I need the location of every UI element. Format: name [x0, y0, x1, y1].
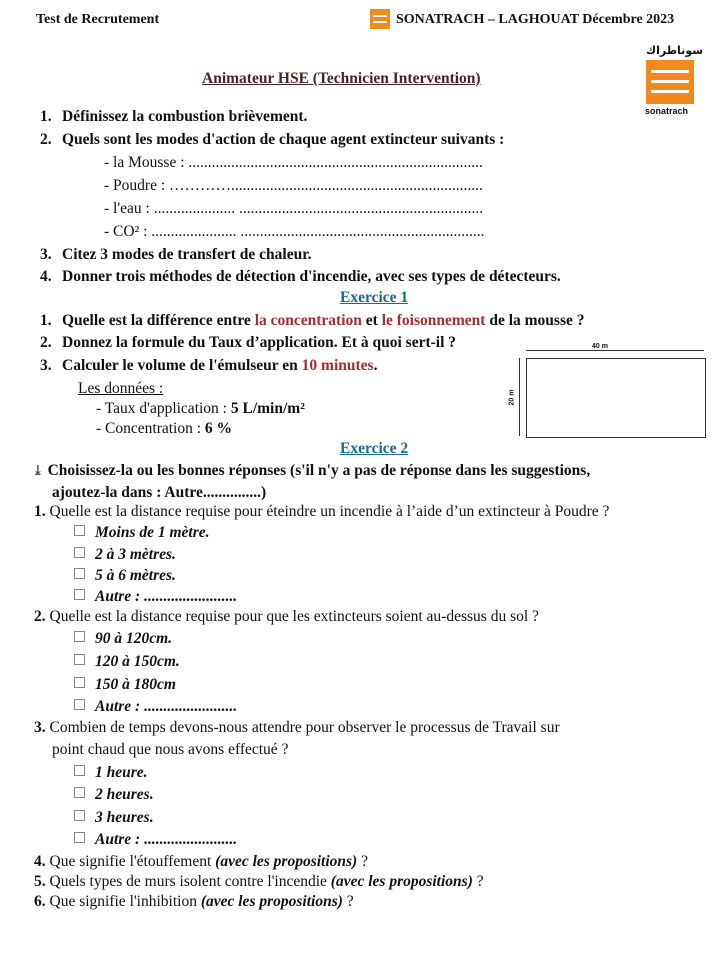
ex2-instruction-line-2: ajoutez-la dans : Autre...............): [52, 484, 267, 501]
ex2-q3-option-3[interactable]: 3 heures.: [74, 809, 154, 827]
ex2-question-3-line-2: point chaud que nous avons effectué ?: [52, 741, 289, 758]
checkbox-icon[interactable]: [74, 547, 85, 558]
ex2-instruction-line-1: ⤓ Choisissez-la ou les bonnes réponses (s'il n'y a pas de réponse dans les suggestions,: [32, 462, 591, 479]
width-dimension-line: [526, 350, 704, 351]
checkbox-icon[interactable]: [74, 568, 85, 579]
checkbox-icon[interactable]: [74, 810, 85, 821]
agent-co2-line: - CO² : ...................... ...............................................................: [104, 223, 485, 240]
width-label: 40 m: [592, 343, 608, 350]
ex1-question-3: 3. Calculer le volume de l'émulseur en 10 minutes.: [40, 357, 378, 374]
question-3: 3. Citez 3 modes de transfert de chaleur.: [40, 246, 312, 263]
checkbox-icon[interactable]: [74, 699, 85, 710]
area-rectangle: [526, 358, 706, 438]
ex2-q1-option-4[interactable]: Autre : ........................: [74, 588, 237, 606]
checkbox-icon[interactable]: [74, 631, 85, 642]
ex2-q3-option-1[interactable]: 1 heure.: [74, 764, 148, 782]
ex2-q1-option-1[interactable]: Moins de 1 mètre.: [74, 524, 210, 542]
checkbox-icon[interactable]: [74, 677, 85, 688]
logo-arabic-text: سوناطراك: [646, 44, 704, 57]
agent-eau-line: - l'eau : ..................... ...............................................................: [104, 200, 484, 217]
ex2-q2-option-3[interactable]: 150 à 180cm: [74, 676, 176, 694]
checkbox-icon[interactable]: [74, 787, 85, 798]
exercice-1-title: Exercice 1: [340, 289, 409, 306]
ex2-q3-option-4[interactable]: Autre : ........................: [74, 831, 237, 849]
ex2-q2-option-4[interactable]: Autre : ........................: [74, 698, 237, 716]
checkbox-icon[interactable]: [74, 765, 85, 776]
sonatrach-small-logo-icon: [370, 9, 390, 29]
height-label: 20 m: [508, 389, 516, 406]
checkbox-icon[interactable]: [74, 654, 85, 665]
checkbox-icon[interactable]: [74, 525, 85, 536]
question-4: 4. Donner trois méthodes de détection d'incendie, avec ses types de détecteurs.: [40, 268, 561, 285]
header-left-text: Test de Recrutement: [36, 12, 160, 27]
height-dimension-line: [519, 358, 520, 436]
ex2-question-6: 6. Que signifie l'inhibition (avec les propositions) ?: [34, 893, 354, 910]
ex2-question-1: 1. Quelle est la distance requise pour éteindre un incendie à l’aide d’un extincteur à Poudre ?: [34, 503, 610, 520]
concentration: - Concentration : 6 %: [96, 420, 233, 437]
ex2-question-3-line-1: 3. Combien de temps devons-nous attendre pour observer le processus de Travail sur: [34, 719, 560, 736]
ex1-question-2: 2. Donnez la formule du Taux d’application. Et à quoi sert-il ?: [40, 334, 457, 351]
question-2: 2. Quels sont les modes d'action de chaque agent extincteur suivants :: [40, 131, 505, 148]
agent-poudre-line: - Poudre : ………….................................................................: [104, 177, 483, 194]
agent-mousse-line: - la Mousse : ............................................................................: [104, 154, 483, 171]
exercice-2-title: Exercice 2: [340, 440, 409, 457]
data-title: Les données :: [78, 380, 164, 397]
ex1-question-1: 1. Quelle est la différence entre la concentration et le foisonnement de la mousse ?: [40, 312, 585, 329]
ex2-q2-option-1[interactable]: 90 à 120cm.: [74, 630, 172, 648]
ex2-q1-option-3[interactable]: 5 à 6 mètres.: [74, 567, 176, 585]
page-title: Animateur HSE (Technicien Intervention): [202, 70, 481, 87]
checkbox-icon[interactable]: [74, 832, 85, 843]
ex2-q3-option-2[interactable]: 2 heures.: [74, 786, 154, 804]
checkbox-icon[interactable]: [74, 589, 85, 600]
arrow-down-icon: ⤓: [32, 464, 44, 479]
taux-application: - Taux d'application : 5 L/min/m²: [96, 400, 305, 417]
ex2-question-2: 2. Quelle est la distance requise pour que les extincteurs soient au-dessus du sol ?: [34, 608, 539, 625]
ex2-q1-option-2[interactable]: 2 à 3 mètres.: [74, 546, 176, 564]
question-1: 1. Définissez la combustion brièvement.: [40, 108, 308, 125]
logo-name-text: sonatrach: [645, 106, 689, 116]
ex2-question-4: 4. Que signifie l'étouffement (avec les propositions) ?: [34, 853, 368, 870]
ex2-q2-option-2[interactable]: 120 à 150cm.: [74, 653, 180, 671]
ex2-question-5: 5. Quels types de murs isolent contre l'incendie (avec les propositions) ?: [34, 873, 484, 890]
sonatrach-logo-icon: [646, 60, 694, 104]
header-right-text: SONATRACH – LAGHOUAT Décembre 2023: [396, 12, 675, 27]
